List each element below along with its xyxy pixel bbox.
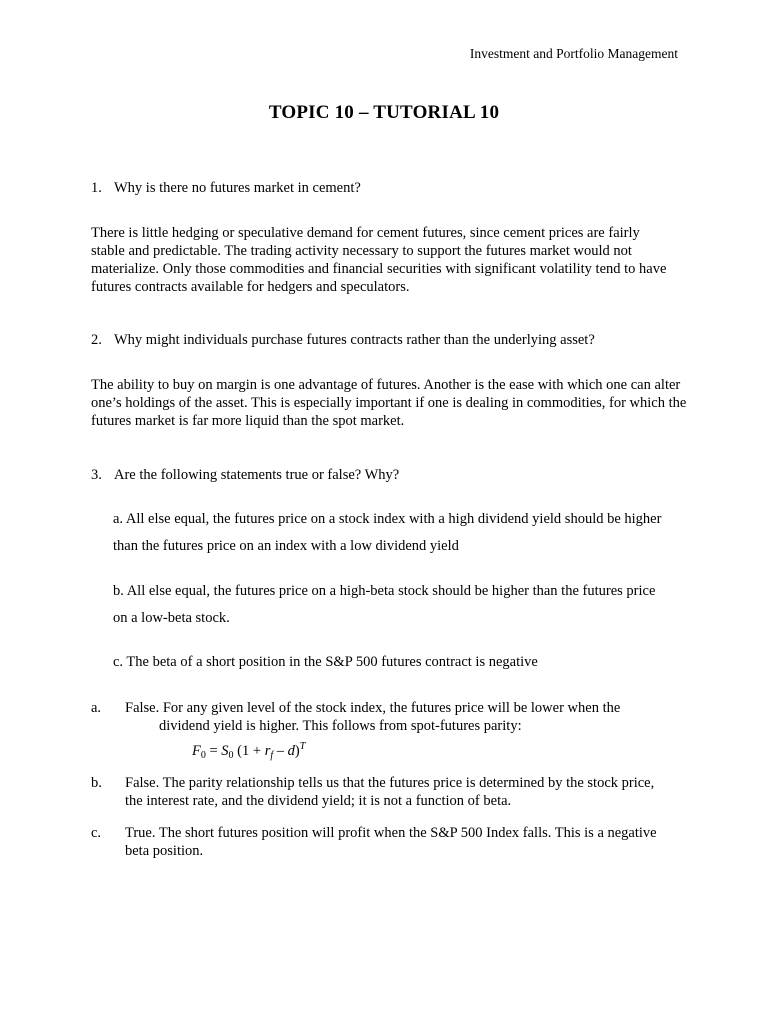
formula-s-sub: 0 bbox=[228, 750, 234, 761]
spot-futures-parity-formula bbox=[192, 741, 305, 761]
formula-f-sub: 0 bbox=[200, 750, 206, 761]
formula-s: S bbox=[221, 743, 229, 759]
formula-paren-close: ) bbox=[294, 743, 300, 759]
answer-1 bbox=[91, 224, 721, 296]
formula-eq: = bbox=[205, 743, 222, 759]
formula-d: d bbox=[287, 743, 295, 759]
question-1-number: 1. bbox=[91, 180, 102, 196]
statement-c-line: c. The beta of a short position in the S&P 500 futures contract is negative bbox=[113, 654, 538, 670]
answer-1-line: stable and predictable. The trading activity necessary to support the futures market would not bbox=[91, 243, 632, 259]
formula-r-sub: f bbox=[270, 750, 274, 761]
formula-paren-open: (1 + bbox=[233, 743, 265, 759]
question-3-number: 3. bbox=[91, 467, 102, 483]
page-title: TOPIC 10 – TUTORIAL 10 bbox=[268, 102, 500, 123]
answer-a-line: dividend yield is higher. This follows from spot-futures parity: bbox=[159, 718, 522, 734]
answer-a-line: False. For any given level of the stock index, the futures price will be lower when the bbox=[125, 700, 621, 716]
statement-a-line: than the futures price on an index with a low dividend yield bbox=[113, 538, 459, 554]
statement-a-line: a. All else equal, the futures price on a stock index with a high dividend yield should be higher bbox=[113, 511, 662, 527]
answer-c-line: True. The short futures position will profit when the S&P 500 Index falls. This is a negative bbox=[125, 825, 657, 841]
answer-1-line: futures contracts available for hedgers and speculators. bbox=[91, 279, 410, 295]
answer-a-label: a. bbox=[91, 700, 102, 716]
question-1-text: Why is there no futures market in cement? bbox=[114, 180, 361, 196]
statement-b-line: b. All else equal, the futures price on a high-beta stock should be higher than the futures price bbox=[113, 583, 656, 599]
answer-b-label: b. bbox=[91, 775, 102, 791]
statement-a bbox=[113, 506, 733, 560]
formula-r: r bbox=[264, 743, 271, 759]
answer-1-line: materialize. Only those commodities and financial securities with significant volatility tend to have bbox=[91, 261, 667, 277]
formula-minus: – bbox=[273, 743, 288, 759]
answer-2-line: The ability to buy on margin is one advantage of futures. Another is the ease with which one can alter bbox=[91, 377, 681, 393]
answer-b-line: the interest rate, and the dividend yield; it is not a function of beta. bbox=[125, 793, 512, 809]
statement-c bbox=[113, 649, 733, 676]
statement-b-line: on a low-beta stock. bbox=[113, 610, 230, 626]
question-3-text: Are the following statements true or false? Why? bbox=[114, 467, 400, 483]
formula-exp: T bbox=[299, 741, 306, 752]
formula-f: F bbox=[192, 743, 201, 759]
page-header: Investment and Portfolio Management bbox=[469, 46, 678, 61]
statement-b bbox=[113, 578, 733, 632]
answer-b-line: False. The parity relationship tells us that the futures price is determined by the stock price, bbox=[125, 775, 655, 791]
answer-2-line: one’s holdings of the asset. This is especially important if one is dealing in commodities, for which the bbox=[91, 395, 687, 411]
question-2-text: Why might individuals purchase futures contracts rather than the underlying asset? bbox=[114, 332, 595, 348]
answer-1-line: There is little hedging or speculative demand for cement futures, since cement prices are fairly bbox=[91, 225, 640, 241]
question-2-number: 2. bbox=[91, 332, 102, 348]
answer-2 bbox=[91, 376, 721, 430]
answer-c-line: beta position. bbox=[125, 843, 204, 859]
answer-c-label: c. bbox=[91, 825, 102, 841]
answer-2-line: futures market is far more liquid than the spot market. bbox=[91, 413, 405, 429]
